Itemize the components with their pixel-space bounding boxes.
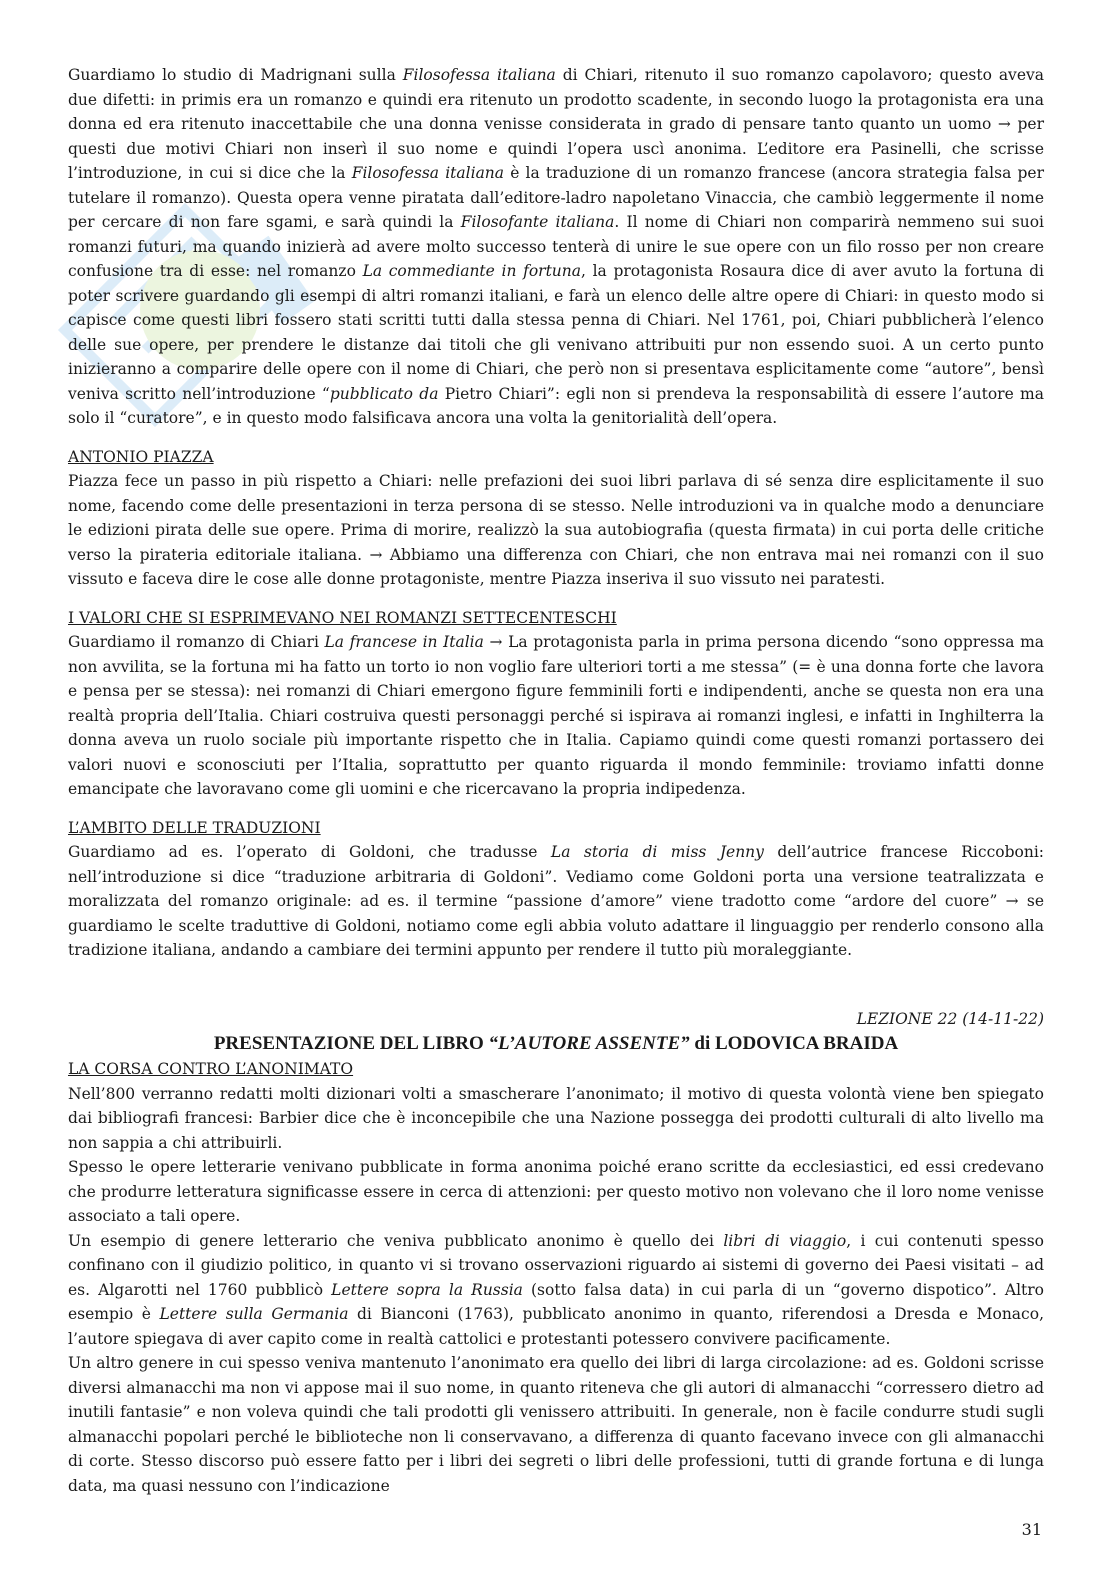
page-number: 31	[1021, 1520, 1042, 1539]
paragraph: Un altro genere in cui spesso veniva mantenuto l’anonimato era quello dei libri di larga circolazione: ad es. Goldoni scrisse diversi almanacchi ma non vi appose mai il suo nome, in quanto riteneva che gli autori di almanacchi “corressero dietro ad inutili fantasie” e non voleva quindi che tali prodotti gli venissero attribuiti. In generale, non è facile condurre studi sugli almanacchi popolari perché le biblioteche non li conservavano, a differenza di quanto facevano invece con gli almanacchi di corte. Stesso discorso può essere fatto per i libri dei segreti o libri delle professioni, tutti di grande fortuna e di lunga data, ma quasi nessuno con l’indicazione	[68, 1354, 1044, 1495]
paragraph: Piazza fece un passo in più rispetto a Chiari: nelle prefazioni dei suoi libri parlava di sé senza dire esplicitamente il suo nome, facendo come delle presentazioni in terza persona di se stesso. Nelle introduzioni va in qualche modo a denunciare le edizioni pirata delle sue opere. Prima di morire, realizzò la sua autobiografia (questa firmata) in cui porta delle critiche verso la pirateria editoriale italiana. → Abbiamo una differenza con Chiari, che non entrava mai nei romanzi con il suo vissuto e faceva dire le cose alle donne protagoniste, mentre Piazza inseriva il suo vissuto nei paratesti.	[68, 472, 1044, 588]
italic-text: La francese in Italia	[324, 633, 484, 651]
paragraph: Guardiamo ad es. l’operato di Goldoni, che tradusse La storia di miss Jenny dell’autrice francese Riccoboni: nell’introduzione si dice “traduzione arbitraria di Goldoni”. Vediamo come Goldoni porta una versione teatralizzata e moralizzata del romanzo originale: ad es. il termine “passione d’amore” viene tradotto come “ardore del cuore” → se guardiamo le scelte traduttive di Goldoni, notiamo come egli abbia voluto adattare il linguaggio per renderlo consono alla tradizione italiana, andando a cambiare dei termini appunto per rendere il tutto più moraleggiante.	[68, 843, 1044, 959]
italic-text: Filosofessa italiana	[402, 66, 556, 84]
italic-text: Filosofessa italiana	[351, 164, 505, 182]
italic-text: Filosofante italiana	[460, 213, 615, 231]
spacer	[68, 963, 1044, 1007]
paragraph: Nell’800 verranno redatti molti dizionari volti a smascherare l’anonimato; il motivo di questa volontà viene ben spiegato dai bibliografi francesi: Barbier dice che è inconcepibile che una Nazione possegga dei prodotti culturali di alto livello ma non sappia a chi attribuirli.	[68, 1084, 1044, 1152]
sections-container	[68, 63, 1044, 963]
paragraph: Guardiamo lo studio di Madrignani sulla Filosofessa italiana di Chiari, ritenuto il suo romanzo capolavoro; questo aveva due difetti: in primis era un romanzo e quindi era ritenuto un prodotto scadente, in secondo luogo la protagonista era una donna ed era ritenuto inaccettabile che una donna venisse considerata in grado di pensare tanto quanto un uomo → per questi due motivi Chiari non inserì il suo nome e quindi l’opera uscì anonima. L’editore era Pasinelli, che scrisse l’introduzione, in cui si dice che la Filosofessa italiana è la traduzione di un romanzo francese (ancora strategia falsa per tutelare il romanzo). Questa opera venne piratata dall’editore-ladro napoletano Vinaccia, che cambiò leggermente il nome per cercare di non fare sgami, e sarà quindi la Filosofante italiana. Il nome di Chiari non comparirà nemmeno sui suoi romanzi futuri, ma quando inizierà ad avere molto successo tenterà di unire le sue opere con un filo rosso per non creare confusione tra di esse: nel romanzo La commediante in fortuna, la protagonista Rosaura dice di aver avuto la fortuna di poter scrivere guardando gli esempi di altri romanzi italiani, e farà un elenco delle altre opere di Chiari: in questo modo si capisce come questi libri fossero stati scritti tutti dalla stessa penna di Chiari. Nel 1761, poi, Chiari pubblicherà l’elenco delle sue opere, per prendere le distanze dai titoli che gli venivano attribuiti pur non essendo suoi. A un certo punto inizieranno a comparire delle opere con il nome di Chiari, che però non si presentava esplicitamente come “autore”, bensì veniva scritto nell’introduzione “pubblicato da Pietro Chiari”: egli non si prendeva la responsabilità di essere l’autore ma solo il “curatore”, e in questo modo falsificava ancora una volta la genitorialità dell’opera.	[68, 66, 1045, 427]
section-anonimato-body	[68, 1082, 1044, 1499]
page-content	[68, 63, 1044, 1498]
italic-text: libri di viaggio	[723, 1231, 847, 1250]
section-title: PRESENTAZIONE DEL LIBRO “L’AUTORE ASSENTE” di LODOVICA BRAIDA	[213, 1033, 899, 1054]
section-gap	[68, 592, 1044, 606]
section-gap	[68, 431, 1044, 445]
italic-text: La commediante in fortuna	[362, 262, 582, 280]
italic-text: Lettere sulla Germania	[159, 1305, 349, 1323]
italic-text: “L’AUTORE ASSENTE”	[488, 1033, 690, 1054]
section-heading: L’AMBITO DELLE TRADUZIONI	[68, 818, 321, 837]
section-heading-anonimato: LA CORSA CONTRO L’ANONIMATO	[68, 1060, 354, 1078]
italic-text: Lettere sopra la Russia	[331, 1280, 523, 1299]
italic-text: La storia di miss Jenny	[550, 843, 764, 861]
section-heading: ANTONIO PIAZZA	[68, 447, 214, 466]
section-gap	[68, 802, 1044, 816]
lesson-label: LEZIONE 22 (14-11-22)	[856, 1009, 1044, 1028]
paragraph: Guardiamo il romanzo di Chiari La francese in Italia → La protagonista parla in prima persona dicendo “sono oppressa ma non avvilita, se la fortuna mi ha fatto un torto io non voglio fare ulteriori torti a me stessa” (= è una donna forte che lavora e pensa per se stessa): nei romanzi di Chiari emergono figure femminili forti e indipendenti, anche se questa non era una realtà propria dell’Italia. Chiari costruiva questi personaggi perché si ispirava ai romanzi inglesi, e infatti in Inghilterra la donna aveva un ruolo sociale più importante rispetto che in Italia. Capiamo quindi come questi romanzi portassero dei valori nuovi e sconosciuti per l’Italia, soprattutto per quanto riguarda il mondo femminile: troviamo infatti donne emancipate che lavoravano come gli uomini e che ricercavano la propria indipedenza.	[68, 633, 1045, 798]
paragraph: Spesso le opere letterarie venivano pubblicate in forma anonima poiché erano scritte da ecclesiastici, ed essi credevano che produrre letteratura significasse essere in cerca di attenzioni: per questo motivo non volevano che il loro nome venisse associato a tali opere.	[68, 1158, 1044, 1225]
section-heading: I VALORI CHE SI ESPRIMEVANO NEI ROMANZI SETTECENTESCHI	[68, 608, 617, 627]
paragraph: Un esempio di genere letterario che veniva pubblicato anonimo è quello dei libri di viaggio, i cui contenuti spesso confinano con il giudizio politico, in quanto vi si trovano osservazioni riguardo ai sistemi di governo dei Paesi visitati – ad es. Algarotti nel 1760 pubblicò Lettere sopra la Russia (sotto falsa data) in cui parla di un “governo dispotico”. Altro esempio è Lettere sulla Germania di Bianconi (1763), pubblicato anonimo in quanto, riferendosi a Dresda e Monaco, l’autore spiegava di aver capito come in realtà cattolici e protestanti potessero convivere pacificamente.	[68, 1231, 1045, 1348]
italic-text: pubblicato da	[329, 384, 439, 403]
